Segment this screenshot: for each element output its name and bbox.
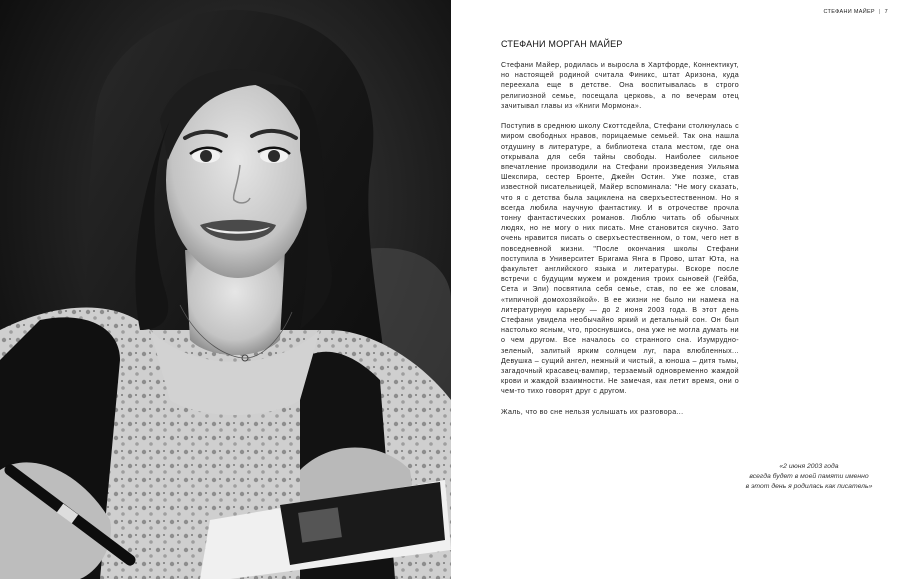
body-paragraph-1: Стефани Майер, родилась и выросла в Хартфорде, Коннектикут, но настоящей родиной считала Финикс, штат Аризона, куда переехала еще в детстве. Она воспитывалась в строго религиозной семье, посещала церковь, а по вечерам отец зачитывал главы из «Книги Мормона».	[501, 61, 739, 110]
body-paragraph-2: Поступив в среднюю школу Скоттсдейла, Стефани столкнулась с миром свободных нравов, порицаемые семьей. Так она нашла отдушину в литературе, а библиотека стала местом, где она открывала для себя тайны свободы. Наиболее сильное впечатление производили на Стефани произведения Уильяма Шекспира, сестер Бронте, Джейн Остин. Уже позже, став известной писательницей, Майер вспоминала: "Не могу сказать, что я с детства была зациклена на сверхъестественном. Но я всегда любила научную фантастику. И в отрочестве прочла тонну фантастических романов. Люблю читать об обычных людях, но не могу о них писать. Мне становится скучно. Зато очень нравится писать о сверхъестественном, о том, чего нет в повседневной жизни. "После окончания школы Стефани поступила в Университет Бригама Янга в Прово, штат Юта, на факультет английского языка и литературы. Вскоре после встречи с будущим мужем и рождения троих сыновей (Гейба, Сета и Эли) посвятила себя семье, став, по ее же словам, «типичной домохозяйкой». В ее жизни не было ни намека на литературную карьеру — до 2 июня 2003 года. В этот день Стефани увидела необычайно яркий и детальный сон. Он был настолько ясным, что, проснувшись, она уже не могла думать ни о чем другом. Все началось со странного сна. Изумрудно-зеленый, залитый ярким солнцем луг, пара влюбленных... Девушка – сущий ангел, нежный и чистый, а юноша – дитя тьмы, загадочный красавец-вампир, терзаемый одновременно жаждой крови и жаждой взаимности. Не замечая, как летит время, они о чем-то тихо говорят друг с другом.	[501, 122, 739, 396]
pull-quote	[739, 462, 879, 492]
page-number: 7	[884, 9, 888, 15]
pull-quote-line: в этот день я родилась как писатель»	[745, 483, 873, 490]
pull-quote-line: всегда будет в моей памяти именно	[749, 473, 869, 480]
running-head-separator: |	[878, 9, 881, 15]
running-head	[823, 9, 888, 15]
pull-quote-line: «2 июня 2003 года	[779, 463, 839, 470]
article-body	[501, 60, 739, 417]
article-title: СТЕФАНИ МОРГАН МАЙЕР	[501, 39, 623, 49]
body-paragraph-3: Жаль, что во сне нельзя услышать их разговора...	[501, 407, 684, 416]
text-page	[451, 0, 900, 579]
running-head-section: СТЕФАНИ МАЙЕР	[823, 9, 875, 15]
